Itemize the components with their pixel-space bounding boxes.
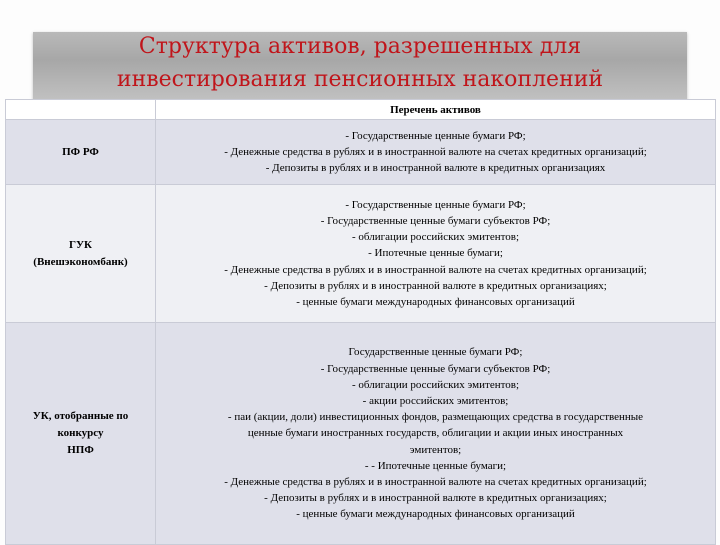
slide-title-line-2: инвестирования пенсионных накоплений — [116, 67, 604, 92]
asset-item: - Депозиты в рублях и в иностранной валюте в кредитных организациях — [265, 162, 606, 175]
asset-item: Государственные ценные бумаги РФ; — [348, 346, 523, 359]
entity-cell — [6, 120, 156, 185]
asset-item: - ценные бумаги международных финансовых организаций — [296, 296, 575, 308]
asset-item: - Государственные ценные бумаги субъектов РФ; — [320, 362, 551, 375]
asset-item: - - Ипотечные ценные бумаги; — [364, 459, 507, 472]
entity-name: НПФ — [67, 444, 94, 456]
asset-item: - облигации российских эмитентов; — [351, 378, 520, 391]
asset-item: ценные бумаги иностранных государств, облигации и акции иных иностранных — [247, 427, 624, 440]
table-header-row — [6, 100, 716, 120]
table-row — [6, 120, 716, 185]
assets-cell — [156, 323, 716, 545]
asset-item: - Денежные средства в рублях и в иностранной валюте на счетах кредитных организаций; — [224, 145, 647, 158]
entity-name: ГУК — [68, 238, 93, 251]
table-row — [6, 323, 716, 545]
assets-table — [5, 99, 716, 545]
header-cell-entity — [6, 100, 156, 120]
asset-item: - акции российских эмитентов; — [362, 394, 509, 407]
asset-item: - Депозиты в рублях и в иностранной валюте в кредитных организациях; — [264, 492, 607, 505]
asset-item: - Государственные ценные бумаги субъектов РФ; — [320, 214, 551, 227]
asset-item: - паи (акции, доли) инвестиционных фондов, размещающих средства в государственные — [227, 411, 644, 424]
asset-item: - Ипотечные ценные бумаги; — [368, 247, 503, 260]
asset-item: - ценные бумаги международных финансовых организаций — [296, 508, 575, 521]
entity-cell — [6, 323, 156, 545]
asset-item: - Денежные средства в рублях и в иностранной валюте на счетах кредитных организаций; — [224, 476, 647, 488]
assets-cell — [156, 120, 716, 185]
asset-item: - Государственные ценные бумаги РФ; — [345, 198, 526, 211]
entity-cell — [6, 185, 156, 323]
slide-title-line-1: Структура активов, разрешенных для — [138, 34, 582, 59]
assets-cell — [156, 185, 716, 323]
asset-item: - Депозиты в рублях и в иностранной валюте в кредитных организациях; — [264, 279, 607, 292]
slide-title — [0, 30, 720, 96]
entity-name: ПФ РФ — [62, 145, 99, 158]
asset-item: - Государственные ценные бумаги РФ; — [345, 129, 526, 142]
asset-item: эмитентов; — [409, 443, 462, 456]
asset-item: - Денежные средства в рублях и в иностранной валюте на счетах кредитных организаций; — [224, 263, 647, 276]
entity-name: конкурсу — [57, 427, 104, 439]
entity-name: (Внешэкономбанк) — [33, 255, 128, 268]
table-row — [6, 185, 716, 323]
header-cell-assets: Перечень активов — [156, 100, 716, 120]
asset-item: - облигации российских эмитентов; — [351, 231, 520, 244]
entity-name: УК, отобранные по — [32, 410, 129, 422]
